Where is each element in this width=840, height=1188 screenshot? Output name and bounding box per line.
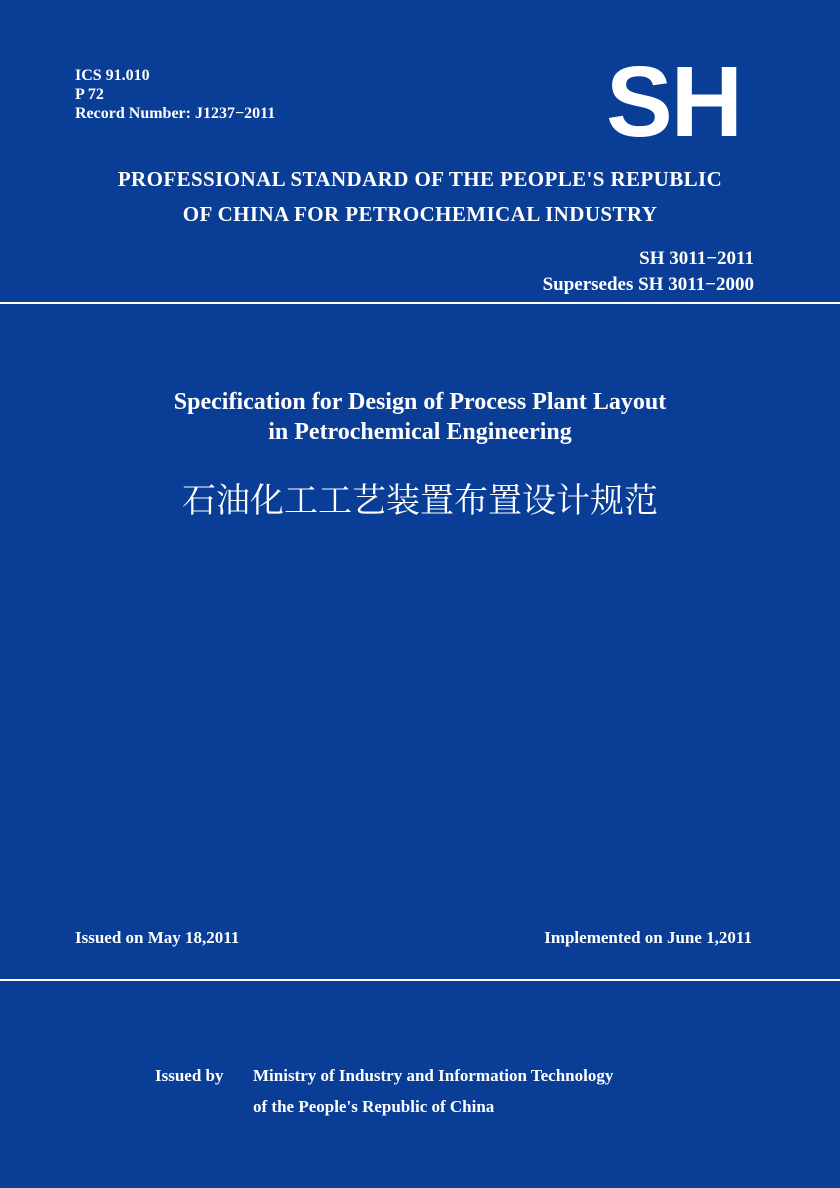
record-number: Record Number: J1237−2011 xyxy=(75,105,276,122)
bottom-divider xyxy=(0,979,840,981)
issued-date: Issued on May 18,2011 xyxy=(75,928,240,947)
classification-block xyxy=(75,66,275,123)
document-title-chinese: 石油化工工艺装置布置设计规范 xyxy=(182,481,658,521)
issuer-name xyxy=(253,1060,753,1122)
implemented-date: Implemented on June 1,2011 xyxy=(544,928,752,947)
category-code: P 72 xyxy=(75,86,104,103)
issuer-name-line1: Ministry of Industry and Information Technology xyxy=(253,1066,614,1085)
issuer-label: Issued by xyxy=(155,1066,224,1085)
ics-code: ICS 91.010 xyxy=(75,67,150,84)
document-title-english xyxy=(0,387,840,447)
standard-title-line2: OF CHINA FOR PETROCHEMICAL INDUSTRY xyxy=(182,202,658,226)
document-title-english-line2: in Petrochemical Engineering xyxy=(268,419,572,445)
issuer-name-line2: of the People's Republic of China xyxy=(253,1097,495,1116)
standard-title xyxy=(0,162,840,232)
standard-title-line1: PROFESSIONAL STANDARD OF THE PEOPLE'S REPUBLIC xyxy=(117,167,723,191)
standard-number-block xyxy=(543,246,754,298)
top-divider xyxy=(0,302,840,304)
sh-logo: SH xyxy=(606,46,741,158)
standard-number: SH 3011−2011 xyxy=(639,248,754,269)
supersedes-note: Supersedes SH 3011−2000 xyxy=(542,274,754,295)
document-title-english-line1: Specification for Design of Process Plant Layout xyxy=(173,389,667,415)
